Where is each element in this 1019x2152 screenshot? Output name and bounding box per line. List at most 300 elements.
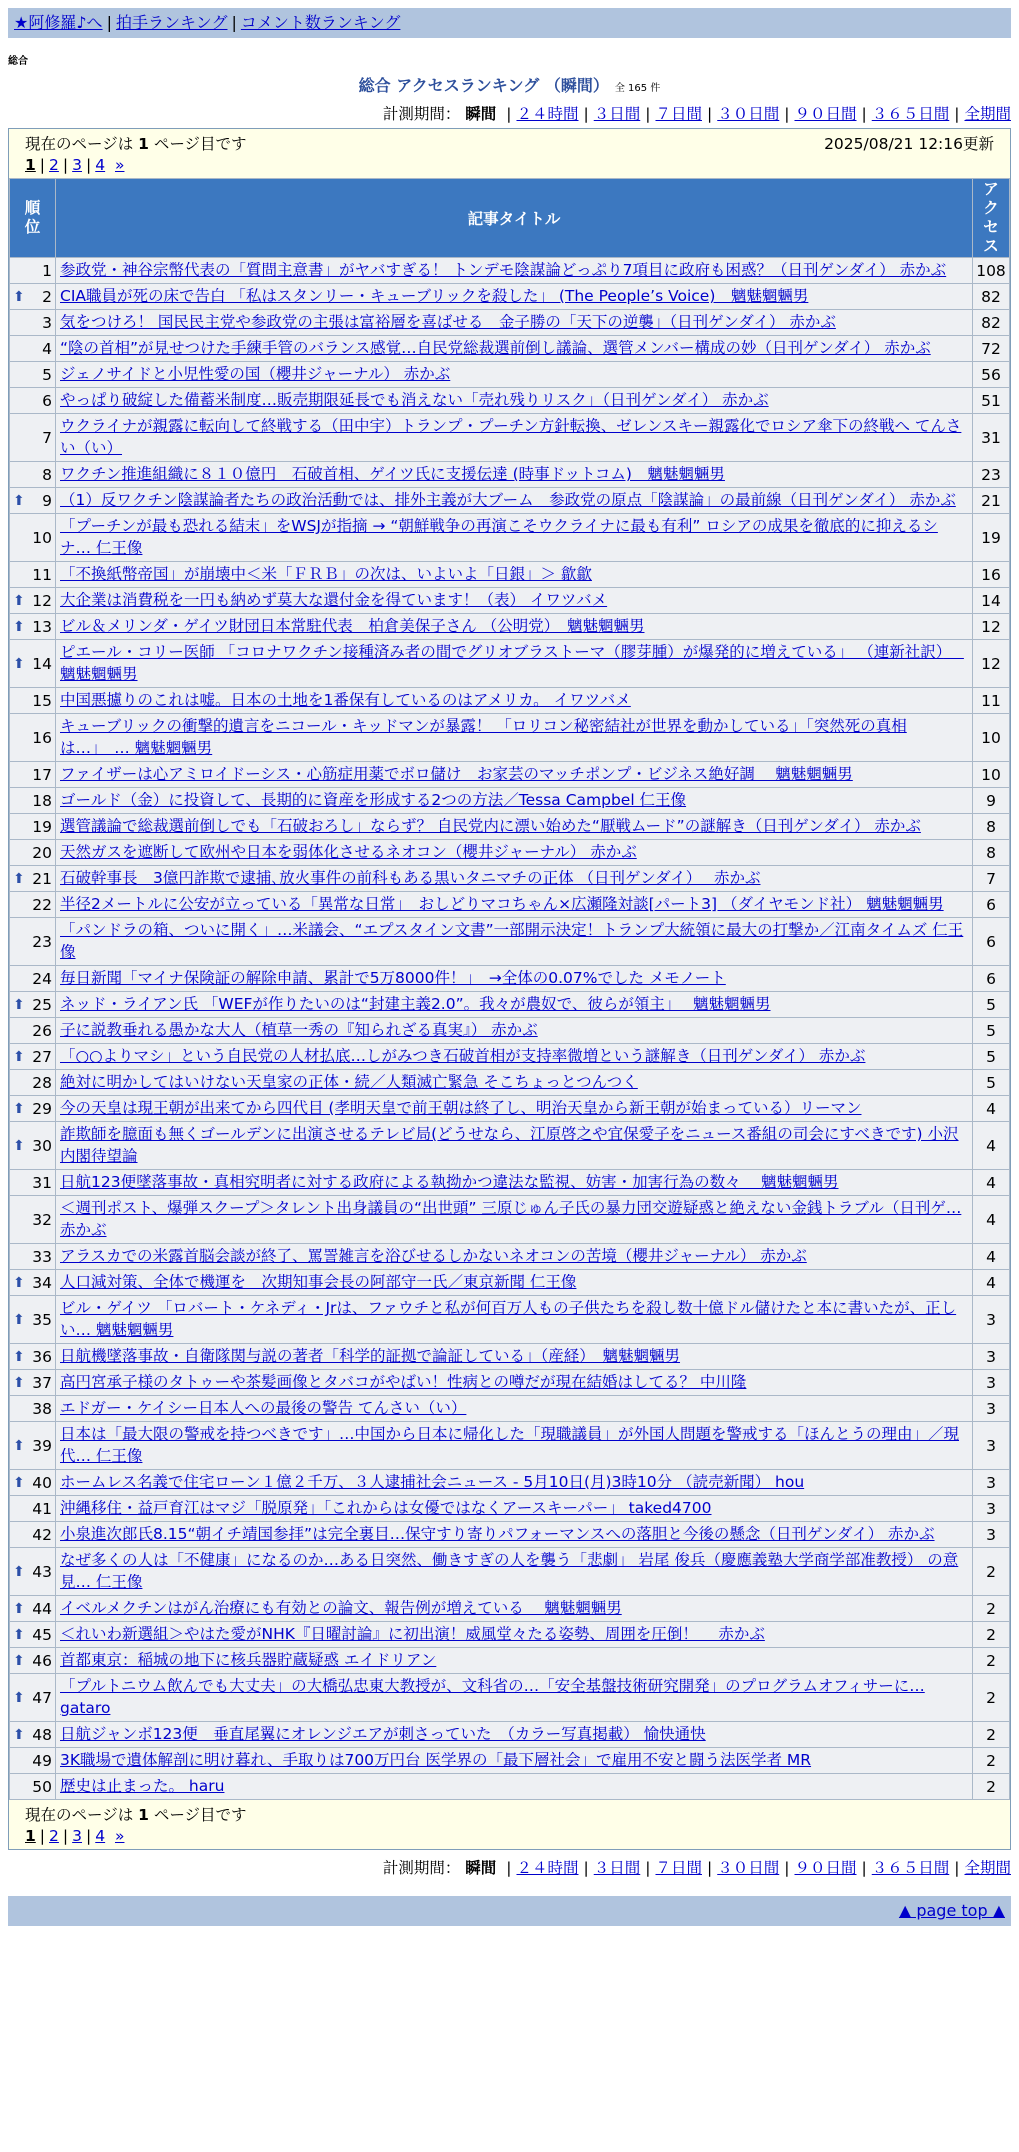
table-row xyxy=(10,1296,1009,1343)
rank-up-arrow-icon: ⬆ xyxy=(13,1474,25,1491)
next-page-link[interactable]: » xyxy=(114,156,125,174)
table-row xyxy=(10,1748,1009,1773)
table-row xyxy=(10,788,1009,813)
table-row xyxy=(10,1044,1009,1069)
rank-number: 36 xyxy=(32,1347,52,1366)
page-link[interactable]: 3 xyxy=(72,156,83,174)
page-current: 1 xyxy=(25,1827,36,1845)
rank-up-arrow-icon: ⬆ xyxy=(13,1274,25,1291)
table-row xyxy=(10,1344,1009,1369)
page-link[interactable]: 4 xyxy=(95,1827,106,1845)
table-row xyxy=(10,814,1009,839)
table-row xyxy=(10,414,1009,461)
table-row xyxy=(10,1496,1009,1521)
article-link[interactable]: 石破幹事長 3億円詐欺で逮捕､放火事件の前科もある黒いタニマチの正体 （日刊ゲンダイ） 赤かぶ xyxy=(60,869,761,887)
rank-cell xyxy=(10,1622,55,1647)
title-cell xyxy=(56,1370,972,1395)
period-label: 計測期間： xyxy=(382,105,461,123)
rank-number: 15 xyxy=(32,691,52,710)
article-link[interactable]: ビル・ゲイツ 「ロバート・ケネディ・Jrは、ファウチと私が何百万人もの子供たちを殺し数十億ドル儲けたと本に書いたが、正しい… 魑魅魍魎男 xyxy=(60,1299,957,1339)
rank-cell xyxy=(10,562,55,587)
table-row xyxy=(10,1196,1009,1243)
table-row xyxy=(10,714,1009,761)
period-link[interactable]: ３０日間 xyxy=(717,105,780,123)
table-row xyxy=(10,1396,1009,1421)
rank-cell xyxy=(10,1070,55,1095)
page-separator: | xyxy=(62,1827,69,1845)
rank-cell xyxy=(10,1044,55,1069)
rank-number: 29 xyxy=(32,1099,52,1118)
rank-up-arrow-icon: ⬆ xyxy=(13,1100,25,1117)
period-link[interactable]: ３日間 xyxy=(593,1859,641,1877)
article-link[interactable]: 沖縄移住・益戸育江はマジ「脱原発」「これからは女優ではなくアースキーパー」 taked4700 xyxy=(60,1499,712,1517)
title-cell xyxy=(56,918,972,965)
title-cell xyxy=(56,1748,972,1773)
rank-number: 27 xyxy=(32,1047,52,1066)
article-link[interactable]: 大企業は消費税を一円も納めず莫大な還付金を得ています！（表） イワツバメ xyxy=(60,591,608,609)
title-cell xyxy=(56,992,972,1017)
period-separator: | xyxy=(954,1859,960,1877)
rank-number: 38 xyxy=(32,1399,52,1418)
page-link[interactable]: 4 xyxy=(95,156,106,174)
article-link[interactable]: ワクチン推進組織に８１０億円 石破首相、ゲイツ氏に支援伝達 (時事ドットコム) 魑魅魍魎男 xyxy=(60,465,725,483)
article-link[interactable]: 「○○よりマシ」という自民党の人材払底…しがみつき石破首相が支持率微増という謎解き（日刊ゲンダイ） 赤かぶ xyxy=(60,1047,866,1065)
rank-cell xyxy=(10,488,55,513)
rank-number: 49 xyxy=(32,1751,52,1770)
access-count: 4 xyxy=(973,1122,1009,1169)
rank-number: 47 xyxy=(32,1688,52,1707)
article-link[interactable]: CIA職員が死の床で告白 「私はスタンリー・キューブリックを殺した」 (The People’s Voice) 魑魅魍魎男 xyxy=(60,287,809,305)
article-link[interactable]: ＜れいわ新選組＞やはた愛がNHK『日曜討論』に初出演！威風堂々たる姿勢、周囲を圧倒！ 赤かぶ xyxy=(60,1625,765,1643)
rank-cell xyxy=(10,1522,55,1547)
page-link[interactable]: 2 xyxy=(49,156,59,174)
rank-number: 31 xyxy=(32,1173,52,1192)
pager-bottom xyxy=(9,1800,1010,1849)
page-link[interactable]: 2 xyxy=(49,1827,59,1845)
article-link[interactable]: ファイザーは心アミロイドーシス・心筋症用薬でボロ儲け お家芸のマッチポンプ・ビジネス絶好調 魑魅魍魎男 xyxy=(60,765,853,783)
period-link[interactable]: ３６５日間 xyxy=(871,1859,950,1877)
rank-number: 43 xyxy=(32,1562,52,1581)
article-link[interactable]: 人口減対策、全体で機運を 次期知事会長の阿部守一氏／東京新聞 仁王像 xyxy=(60,1273,577,1291)
access-count: 23 xyxy=(973,462,1009,487)
table-row xyxy=(10,258,1009,283)
rank-cell xyxy=(10,310,55,335)
table-row xyxy=(10,1622,1009,1647)
period-separator: | xyxy=(506,105,512,123)
period-separator: | xyxy=(645,1859,651,1877)
access-count: 5 xyxy=(973,1044,1009,1069)
table-row xyxy=(10,614,1009,639)
rank-up-arrow-icon: ⬆ xyxy=(13,1374,25,1391)
rank-number: 37 xyxy=(32,1373,52,1392)
article-link[interactable]: ビル＆メリンダ・ゲイツ財団日本常駐代表 柏倉美保子さん （公明党） 魑魅魍魎男 xyxy=(60,617,645,635)
title-cell xyxy=(56,892,972,917)
period-links xyxy=(501,105,1011,123)
table-row xyxy=(10,1096,1009,1121)
access-count: 4 xyxy=(973,1196,1009,1243)
article-link[interactable]: 日航機墜落事故・自衛隊関与説の著者「科学的証拠で論証している」（産経） 魑魅魍魎男 xyxy=(60,1347,681,1365)
rank-up-arrow-icon: ⬆ xyxy=(13,1626,25,1643)
rank-number: 23 xyxy=(32,932,52,951)
title-cell xyxy=(56,1270,972,1295)
table-row xyxy=(10,1170,1009,1195)
rank-number: 30 xyxy=(32,1136,52,1155)
article-link[interactable]: なぜ多くの人は「不健康」になるのか…ある日突然、働きすぎの人を襲う「悲劇」 岩尾 俊兵（慶應義塾大学商学部准教授） の意見… 仁王像 xyxy=(60,1551,959,1591)
rank-number: 33 xyxy=(32,1247,52,1266)
title-cell xyxy=(56,388,972,413)
access-count: 2 xyxy=(973,1674,1009,1721)
rank-cell xyxy=(10,1422,55,1469)
title-cell xyxy=(56,1522,972,1547)
period-separator: | xyxy=(707,1859,713,1877)
article-link[interactable]: 選管議論で総裁選前倒しでも「石破おろし」ならず？ 自民党内に漂い始めた“厭戦ムード”の謎解き（日刊ゲンダイ） 赤かぶ xyxy=(60,817,921,835)
article-link[interactable]: ジェノサイドと小児性愛の国（櫻井ジャーナル） 赤かぶ xyxy=(60,365,451,383)
article-link[interactable]: 「プーチンが最も恐れる結末」をWSJが指摘 → “朝鮮戦争の再演こそウクライナに最も有利” ロシアの成果を徹底的に抑えるシナ… 仁王像 xyxy=(60,517,938,557)
rank-number: 10 xyxy=(32,528,52,547)
rank-cell xyxy=(10,1396,55,1421)
rank-number: 6 xyxy=(42,391,52,410)
table-row xyxy=(10,992,1009,1017)
article-link[interactable]: 絶対に明かしてはいけない天皇家の正体・続／人類滅亡緊急 そこちょっとつんつく xyxy=(60,1073,638,1091)
page-separator: | xyxy=(62,156,69,174)
top-nav-bar xyxy=(8,8,1011,38)
access-count: 2 xyxy=(973,1648,1009,1673)
page-top-link[interactable]: ▲ page top ▲ xyxy=(898,1901,1005,1920)
table-row xyxy=(10,310,1009,335)
access-count: 8 xyxy=(973,814,1009,839)
rank-up-arrow-icon: ⬆ xyxy=(13,592,25,609)
access-count: 56 xyxy=(973,362,1009,387)
rank-cell xyxy=(10,1370,55,1395)
rank-number: 41 xyxy=(32,1499,52,1518)
title-cell xyxy=(56,284,972,309)
article-link[interactable]: 日航ジャンボ123便 垂直尾翼にオレンジエアが刺さっていた （カラー写真掲載） 愉快通快 xyxy=(60,1725,706,1743)
rank-cell xyxy=(10,992,55,1017)
article-link[interactable]: やっぱり破綻した備蓄米制度…販売期限延長でも消えない「売れ残りリスク」（日刊ゲンダイ） 赤かぶ xyxy=(60,391,769,409)
rank-number: 45 xyxy=(32,1625,52,1644)
nav-separator: | xyxy=(231,13,237,32)
article-link[interactable]: 半径2メートルに公安が立っている「異常な日常」 おしどりマコちゃん×広瀬隆対談[パート3] （ダイヤモンド社） 魑魅魍魎男 xyxy=(60,895,944,913)
article-link[interactable]: ピエール・コリー医師 「コロナワクチン接種済み者の間でグリオブラストーマ（膠芽腫）が爆発的に増えている」 （連新社訳） 魑魅魍魎男 xyxy=(60,643,964,683)
title-cell xyxy=(56,1596,972,1621)
period-link[interactable]: ９０日間 xyxy=(794,105,857,123)
access-count: 82 xyxy=(973,310,1009,335)
rank-up-arrow-icon: ⬆ xyxy=(13,655,25,672)
nav-separator: | xyxy=(106,13,112,32)
current-page-text: 現在のページは 1 ページ目です xyxy=(25,1806,247,1824)
article-link[interactable]: 小泉進次郎氏8.15“朝イチ靖国参拝”は完全裏目…保守すり寄りパフォーマンスへの落胆と今後の懸念（日刊ゲンダイ） 赤かぶ xyxy=(60,1525,935,1543)
rank-cell xyxy=(10,1496,55,1521)
access-count: 5 xyxy=(973,1070,1009,1095)
access-count: 12 xyxy=(973,614,1009,639)
item-count: 全 165 件 xyxy=(614,83,661,94)
period-label: 計測期間： xyxy=(382,1859,461,1877)
title-cell xyxy=(56,762,972,787)
article-link[interactable]: 参政党・神谷宗幣代表の「質問主意書」がヤバすぎる！ トンデモ陰謀論どっぷり7項目に政府も困惑？（日刊ゲンダイ） 赤かぶ xyxy=(60,261,947,279)
article-link[interactable]: 日航123便墜落事故・真相究明者に対する政府による執拗かつ違法な監視、妨害・加害行為の数々 魑魅魍魎男 xyxy=(60,1173,839,1191)
page-separator: | xyxy=(39,156,46,174)
table-row xyxy=(10,588,1009,613)
rank-number: 40 xyxy=(32,1473,52,1492)
article-link[interactable]: 詐欺師を臆面も無くゴールデンに出演させるテレビ局(どうせなら、江原啓之や宜保愛子をニュース番組の司会にすべきです) 小沢内閣待望論 xyxy=(60,1125,959,1165)
rank-cell xyxy=(10,1470,55,1495)
article-link[interactable]: 歴史は止まった。 haru xyxy=(60,1777,225,1795)
article-link[interactable]: 首都東京：稲城の地下に核兵器貯蔵疑惑 エイドリアン xyxy=(60,1651,437,1669)
rank-number: 35 xyxy=(32,1310,52,1329)
period-separator: | xyxy=(583,1859,589,1877)
rank-number: 1 xyxy=(42,261,52,280)
table-row xyxy=(10,918,1009,965)
article-link[interactable]: （1）反ワクチン陰謀論者たちの政治活動では、排外主義が大ブーム 参政党の原点「陰謀論」の最前線（日刊ゲンダイ） 赤かぶ xyxy=(60,491,956,509)
title-cell xyxy=(56,1096,972,1121)
rank-cell xyxy=(10,614,55,639)
period-current: 瞬間 xyxy=(465,1859,497,1877)
rank-number: 28 xyxy=(32,1073,52,1092)
period-separator: | xyxy=(954,105,960,123)
table-row xyxy=(10,1070,1009,1095)
home-link[interactable]: ★阿修羅♪へ xyxy=(14,13,103,32)
table-row xyxy=(10,1422,1009,1469)
article-link[interactable]: 「プルトニウム飲んでも大丈夫」の大橋弘忠東大教授が、文科省の…「安全基盤技術研究開発」のプログラムオフィサーに… gataro xyxy=(60,1677,925,1717)
rank-up-arrow-icon: ⬆ xyxy=(13,1311,25,1328)
rank-number: 8 xyxy=(42,465,52,484)
article-link[interactable]: ホームレス名義で住宅ローン１億２千万、３人逮捕社会ニュース - 5月10日(月)3時10分 （読売新聞） hou xyxy=(60,1473,805,1491)
article-link[interactable]: キューブリックの衝撃的遺言をニコール・キッドマンが暴露！ 「ロリコン秘密結社が世界を動かしている」「突然死の真相は…」 … 魑魅魍魎男 xyxy=(60,717,907,757)
rank-number: 3 xyxy=(42,313,52,332)
rank-number: 48 xyxy=(32,1725,52,1744)
table-row xyxy=(10,966,1009,991)
access-count: 2 xyxy=(973,1722,1009,1747)
rank-cell xyxy=(10,1648,55,1673)
rank-cell xyxy=(10,362,55,387)
article-link[interactable]: アラスカでの米露首脳会談が終了、罵詈雑言を浴びせるしかないネオコンの苦境（櫻井ジャーナル） 赤かぶ xyxy=(60,1247,807,1265)
title-cell xyxy=(56,640,972,687)
article-link[interactable]: 「パンドラの箱、ついに開く」…米議会、“エプスタイン文書”一部開示決定！トランプ大統領に最大の打撃か／江南タイムズ 仁王像 xyxy=(60,921,964,961)
rank-cell xyxy=(10,762,55,787)
rank-cell xyxy=(10,1096,55,1121)
rank-up-arrow-icon: ⬆ xyxy=(13,1726,25,1743)
rank-number: 20 xyxy=(32,843,52,862)
rank-cell xyxy=(10,514,55,561)
rank-cell xyxy=(10,1674,55,1721)
title-cell xyxy=(56,414,972,461)
rank-cell xyxy=(10,588,55,613)
ranking-rows xyxy=(10,258,1009,1799)
period-separator: | xyxy=(861,105,867,123)
title-cell xyxy=(56,362,972,387)
article-link[interactable]: 3K職場で遺体解剖に明け暮れ、手取りは700万円台 医学界の「最下層社会」で雇用不安と闘う法医学者 MR xyxy=(60,1751,812,1769)
column-header-access: アクセス xyxy=(973,179,1009,257)
access-count: 4 xyxy=(973,1170,1009,1195)
rank-cell xyxy=(10,284,55,309)
title-cell xyxy=(56,714,972,761)
rank-number: 24 xyxy=(32,969,52,988)
access-count: 8 xyxy=(973,840,1009,865)
article-link[interactable]: ネッド・ライアン氏 「WEFが作りたいのは“封建主義2.0”。我々が農奴で、彼らが領主」 魑魅魍魎男 xyxy=(60,995,771,1013)
title-cell xyxy=(56,1122,972,1169)
table-row xyxy=(10,1244,1009,1269)
article-link[interactable]: 気をつけろ！ 国民民主党や参政党の主張は富裕層を喜ばせる 金子勝の「天下の逆襲」（日刊ゲンダイ） 赤かぶ xyxy=(60,313,836,331)
title-cell xyxy=(56,1774,972,1799)
rank-number: 19 xyxy=(32,817,52,836)
page-title-text: 総合 アクセスランキング （瞬間） xyxy=(358,76,609,95)
title-cell xyxy=(56,588,972,613)
title-cell xyxy=(56,1196,972,1243)
rank-cell xyxy=(10,388,55,413)
access-count: 2 xyxy=(973,1748,1009,1773)
article-link[interactable]: 毎日新聞「マイナ保険証の解除申請、累計で5万8000件！」 →全体の0.07%でした メモノート xyxy=(60,969,726,987)
title-cell xyxy=(56,1344,972,1369)
rank-number: 32 xyxy=(32,1210,52,1229)
table-row xyxy=(10,1122,1009,1169)
access-count: 3 xyxy=(973,1496,1009,1521)
title-cell xyxy=(56,1070,972,1095)
access-count: 3 xyxy=(973,1344,1009,1369)
access-count: 6 xyxy=(973,966,1009,991)
period-link[interactable]: ２４時間 xyxy=(516,1859,579,1877)
period-link[interactable]: ７日間 xyxy=(655,105,702,123)
access-count: 2 xyxy=(973,1774,1009,1799)
access-count: 51 xyxy=(973,388,1009,413)
rank-number: 11 xyxy=(32,565,52,584)
title-cell xyxy=(56,310,972,335)
rank-number: 5 xyxy=(42,365,52,384)
access-count: 3 xyxy=(973,1396,1009,1421)
rank-cell xyxy=(10,1296,55,1343)
rank-number: 39 xyxy=(32,1436,52,1455)
table-row xyxy=(10,388,1009,413)
page-link[interactable]: 3 xyxy=(72,1827,83,1845)
article-link[interactable]: 今の天皇は現王朝が出来てから四代目 (孝明天皇で前王朝は終了し、明治天皇から新王朝が始まっている）リーマン xyxy=(60,1099,862,1117)
comment-ranking-link[interactable]: コメント数ランキング xyxy=(240,13,401,32)
article-link[interactable]: 「不換紙幣帝国」が崩壊中＜米「ＦＲＢ」の次は、いよいよ「日銀」＞ 歙歙 xyxy=(60,565,592,583)
article-link[interactable]: イベルメクチンはがん治療にも有効との論文、報告例が増えている 魑魅魍魎男 xyxy=(60,1599,622,1617)
access-count: 3 xyxy=(973,1522,1009,1547)
rank-number: 26 xyxy=(32,1021,52,1040)
article-link[interactable]: 子に説教垂れる愚かな大人（植草一秀の『知られざる真実』） 赤かぶ xyxy=(60,1021,538,1039)
page-current: 1 xyxy=(25,156,36,174)
rank-number: 21 xyxy=(32,869,52,888)
ranking-table xyxy=(9,178,1010,1800)
period-link[interactable]: ９０日間 xyxy=(794,1859,857,1877)
article-link[interactable]: “陰の首相”が見せつけた手練手管のバランス感覚…自民党総裁選前倒し議論、選管メンバー構成の妙（日刊ゲンダイ） 赤かぶ xyxy=(60,339,931,357)
period-link[interactable]: ３０日間 xyxy=(717,1859,780,1877)
rank-cell xyxy=(10,788,55,813)
table-row xyxy=(10,1370,1009,1395)
access-count: 2 xyxy=(973,1548,1009,1595)
rank-number: 25 xyxy=(32,995,52,1014)
period-link[interactable]: ２４時間 xyxy=(516,105,579,123)
access-count: 31 xyxy=(973,414,1009,461)
table-row xyxy=(10,1522,1009,1547)
table-row xyxy=(10,1774,1009,1799)
period-selector-bottom xyxy=(8,1856,1011,1878)
rank-up-arrow-icon: ⬆ xyxy=(13,1437,25,1454)
period-separator: | xyxy=(861,1859,867,1877)
rank-up-arrow-icon: ⬆ xyxy=(13,1137,25,1154)
access-count: 16 xyxy=(973,562,1009,587)
period-link[interactable]: ７日間 xyxy=(655,1859,702,1877)
article-link[interactable]: エドガー・ケイシー日本人への最後の警告 てんさい（い） xyxy=(60,1399,467,1417)
title-cell xyxy=(56,1422,972,1469)
rank-up-arrow-icon: ⬆ xyxy=(13,618,25,635)
period-link[interactable]: 全期間 xyxy=(964,1859,1011,1877)
title-cell xyxy=(56,258,972,283)
title-cell xyxy=(56,336,972,361)
title-cell xyxy=(56,1722,972,1747)
pager-top xyxy=(9,129,1010,178)
title-cell xyxy=(56,1244,972,1269)
rank-number: 42 xyxy=(32,1525,52,1544)
period-link[interactable]: ３日間 xyxy=(593,105,641,123)
table-row xyxy=(10,1470,1009,1495)
rank-cell xyxy=(10,1122,55,1169)
period-link[interactable]: ３６５日間 xyxy=(871,105,950,123)
period-separator: | xyxy=(506,1859,512,1877)
applause-ranking-link[interactable]: 拍手ランキング xyxy=(115,13,228,32)
rank-cell xyxy=(10,892,55,917)
title-cell xyxy=(56,1470,972,1495)
rank-up-arrow-icon: ⬆ xyxy=(13,1348,25,1365)
period-link[interactable]: 全期間 xyxy=(964,105,1011,123)
rank-up-arrow-icon: ⬆ xyxy=(13,870,25,887)
rank-cell xyxy=(10,1244,55,1269)
title-cell xyxy=(56,966,972,991)
rank-number: 16 xyxy=(32,728,52,747)
table-row xyxy=(10,1596,1009,1621)
access-count: 6 xyxy=(973,892,1009,917)
article-link[interactable]: 中国悪攄りのこれは嘘。日本の土地を1番保有しているのはアメリカ。 イワツバメ xyxy=(60,691,631,709)
access-count: 3 xyxy=(973,1470,1009,1495)
access-count: 72 xyxy=(973,336,1009,361)
column-header-rank: 順位 xyxy=(10,179,55,257)
article-link[interactable]: 日本は「最大限の警戒を持つべきです」…中国から日本に帰化した「現職議員」が外国人問題を警戒する「ほんとうの理由」／現代… 仁王像 xyxy=(60,1425,960,1465)
table-row xyxy=(10,336,1009,361)
access-count: 10 xyxy=(973,762,1009,787)
rank-cell xyxy=(10,1170,55,1195)
rank-up-arrow-icon: ⬆ xyxy=(13,1652,25,1669)
rank-cell xyxy=(10,462,55,487)
article-link[interactable]: ＜週刊ポスト、爆弾スクープ＞タレント出身議員の“出世頭” 三原じゅん子氏の暴力団交遊疑惑と絶えない金銭トラブル（日刊ゲ… 赤かぶ xyxy=(60,1199,962,1239)
page-links xyxy=(25,1827,994,1845)
access-count: 5 xyxy=(973,1018,1009,1043)
table-row xyxy=(10,488,1009,513)
title-cell xyxy=(56,488,972,513)
article-link[interactable]: ウクライナが親露に転向して終戦する（田中宇）トランプ・プーチン方針転換、ゼレンスキー親露化でロシア傘下の終戦へ てんさい（い） xyxy=(60,417,962,457)
page-links xyxy=(25,156,994,174)
title-cell xyxy=(56,1018,972,1043)
page-title xyxy=(0,73,1019,96)
title-cell xyxy=(56,514,972,561)
article-link[interactable]: ゴールド（金）に投資して、長期的に資産を形成する2つの方法／Tessa Campbel 仁王像 xyxy=(60,791,687,809)
access-count: 3 xyxy=(973,1296,1009,1343)
rank-cell xyxy=(10,1344,55,1369)
rank-number: 14 xyxy=(32,654,52,673)
rank-cell xyxy=(10,1748,55,1773)
table-row xyxy=(10,1018,1009,1043)
title-cell xyxy=(56,562,972,587)
table-row xyxy=(10,640,1009,687)
article-link[interactable]: 高円宮承子様のタトゥーや茶髪画像とタバコがやばい！性病との噂だが現在結婚はしてる？ 中川隆 xyxy=(60,1373,747,1391)
period-current: 瞬間 xyxy=(465,105,497,123)
access-count: 21 xyxy=(973,488,1009,513)
column-header-title: 記事タイトル xyxy=(56,179,972,257)
access-count: 3 xyxy=(973,1422,1009,1469)
article-link[interactable]: 天然ガスを遮断して欧州や日本を弱体化させるネオコン（櫻井ジャーナル） 赤かぶ xyxy=(60,843,637,861)
title-cell xyxy=(56,866,972,891)
next-page-link[interactable]: » xyxy=(114,1827,125,1845)
footer-bar xyxy=(8,1896,1011,1926)
